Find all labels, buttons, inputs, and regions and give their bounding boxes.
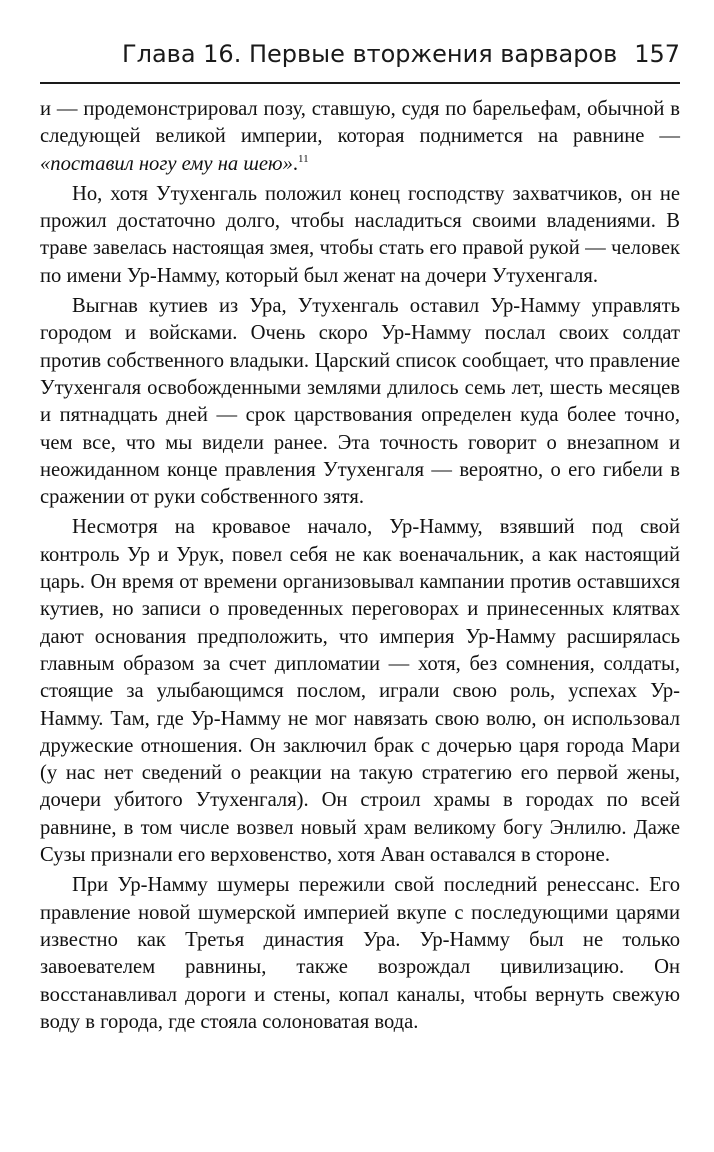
quote-text: «поставил ногу ему на шею» — [40, 152, 293, 175]
paragraph-1-text: и — продемонстрировал позу, ставшую, судя по барельефам, обычной в следующей великой империи, которая поднимется на равнине — — [40, 98, 680, 148]
page-number: 157 — [634, 40, 680, 68]
chapter-title: Глава 16. Первые вторжения варваров — [122, 40, 618, 68]
paragraph-2: Но, хотя Утухенгаль положил конец господству захватчиков, он не прожил достаточно долго, чтобы насладиться своими владениями. В траве завелась настоящая змея, чтобы стать его правой рукой — человек по имени Ур-Намму, который был женат на дочери Утухенгаля. — [40, 182, 680, 287]
body-text — [40, 96, 680, 1039]
footnote-marker: 11 — [298, 152, 309, 165]
paragraph-3: Выгнав кутиев из Ура, Утухенгаль оставил Ур-Намму управлять городом и войсками. Очень скоро Ур-Намму послал своих солдат против собственного владыки. Царский список сообщает, что правление Утухенгаля освобожденными землями длилось семь лет, шесть месяцев и пятнадцать дней — срок царствования определен куда более точно, чем все, что мы видели ранее. Эта точность говорит о внезапном и неожиданном конце правления Утухенгаля — вероятно, о его гибели в сражении от руки собственного зятя. — [40, 295, 680, 509]
paragraph-1 — [40, 96, 680, 178]
paragraph-5: При Ур-Намму шумеры пережили свой последний ренессанс. Его правление новой шумерской империей вкупе с последующими царями известно как Третья династия Ура. Ур-Намму был не только завоевателем равнины, также возрождал цивилизацию. Он восстанавливал дороги и стены, копал каналы, чтобы вернуть свежую воду в города, где стояла солоноватая вода. — [40, 874, 680, 1033]
running-header — [40, 32, 680, 76]
quote-period: . — [292, 152, 299, 175]
header-rule — [40, 82, 680, 84]
paragraph-4: Несмотря на кровавое начало, Ур-Намму, взявший под свой контроль Ур и Урук, повел себя не как военачальник, а как настоящий царь. Он время от времени организовывал кампании против оставшихся кутиев, но записи о проведенных переговорах и принесенных клятвах дают основания предположить, что империя Ур-Намму расширялась главным образом за счет дипломатии — хотя, без сомнения, солдаты, стоящие за улыбающимся послом, играли свою роль, успехах Ур-Намму. Там, где Ур-Намму не мог навязать свою волю, он использовал дружеские отношения. Он заключил брак с дочерью царя города Мари (у нас нет сведений о реакции на такую стратегию его первой жены, дочери убитого Утухенгаля). Он строил храмы в городах по всей равнине, в том числе возвел новый храм великому богу Энлилю. Даже Сузы признали его верховенство, хотя Аван оставался в стороне. — [40, 516, 680, 867]
